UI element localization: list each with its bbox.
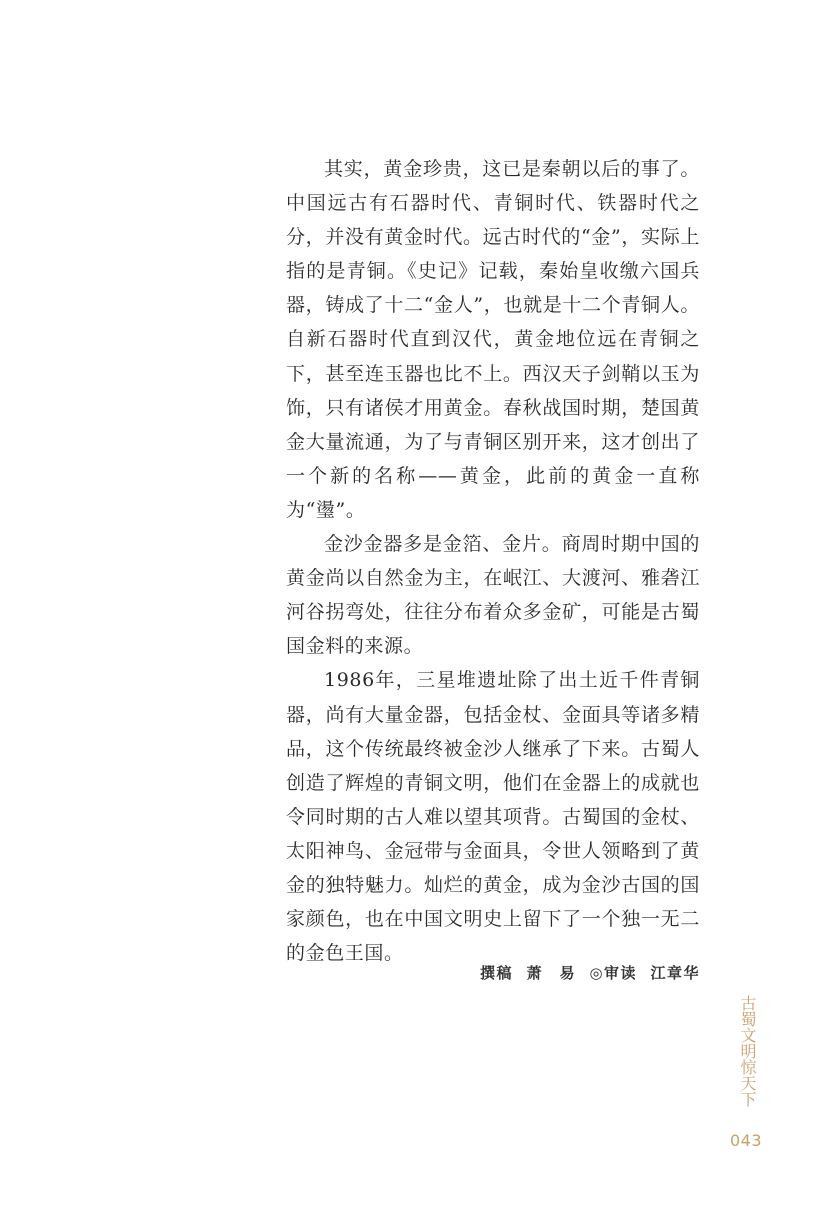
- paragraph-1: 其实，黄金珍贵，这已是秦朝以后的事了。中国远古有石器时代、青铜时代、铁器时代之分，并没有黄金时代。远古时代的“金”，实际上指的是青铜。《史记》记载，秦始皇收缴六国兵器，铸成了十二“金人”，也就是十二个青铜人。自新石器时代直到汉代，黄金地位远在青铜之下，甚至连玉器也比不上。西汉天子剑鞘以玉为饰，只有诸侯才用黄金。春秋战国时期，楚国黄金大量流通，为了与青铜区别开来，这才创出了一个新的名称——黄金，此前的黄金一直称为“璗”。: [286, 158, 700, 521]
- writer-label: 撰稿: [480, 964, 514, 982]
- paragraph-3: 1986年，三星堆遗址除了出土近千件青铜器，尚有大量金器，包括金杖、金面具等诸多精品，这个传统最终被金沙人继承了下来。古蜀人创造了辉煌的青铜文明，他们在金器上的成就也令同时期的古人难以望其项背。古蜀国的金杖、太阳神鸟、金冠带与金面具，令世人领略到了黄金的独特魅力。灿烂的黄金，成为金沙古国的国家颜色，也在中国文明史上留下了一个独一无二的金色王国。: [286, 669, 700, 965]
- paragraph-2: 金沙金器多是金箔、金片。商周时期中国的黄金尚以自然金为主，在岷江、大渡河、雅砻江河谷拐弯处，往往分布着众多金矿，可能是古蜀国金料的来源。: [286, 533, 700, 658]
- running-title: 古蜀文明惊天下: [738, 995, 757, 1107]
- writer-name: 萧 易: [526, 964, 576, 982]
- credits-line: [286, 962, 700, 983]
- page-number: 043: [730, 1131, 763, 1150]
- article-body: [286, 152, 700, 970]
- reviewer-name: 江章华: [650, 964, 700, 982]
- reviewer-label: ◎审读: [589, 964, 638, 982]
